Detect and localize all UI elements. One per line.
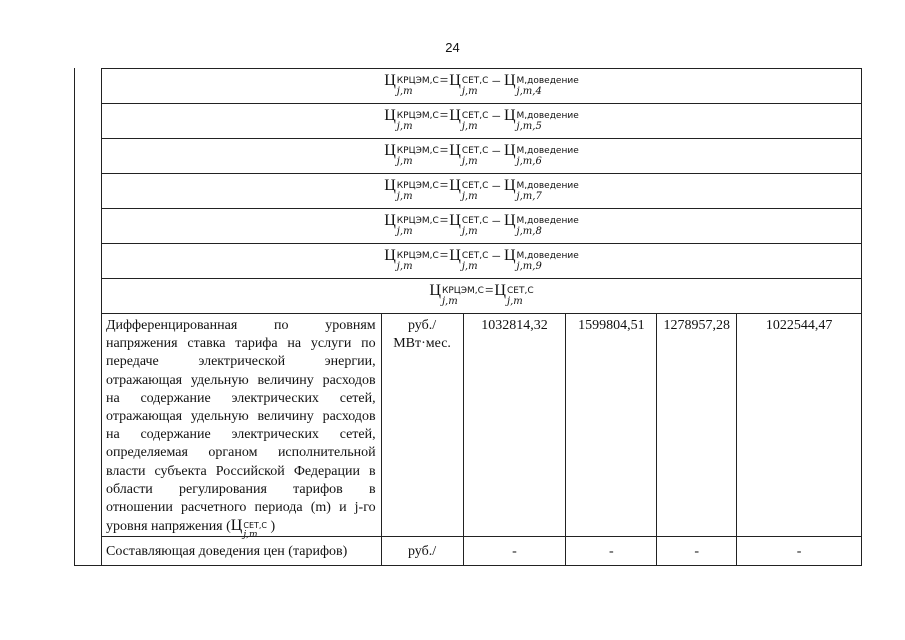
formula-lhs bbox=[384, 73, 439, 99]
formula-equals: = bbox=[439, 108, 449, 124]
formula-equals: = bbox=[484, 283, 494, 299]
formula-rhs-symbol: Ц bbox=[503, 177, 516, 194]
formula-mid bbox=[449, 73, 488, 99]
formula-lhs-symbol: Ц bbox=[384, 212, 396, 229]
component-value-2: - bbox=[566, 537, 657, 565]
formula-lhs-superscript: КРЦЭМ,C bbox=[441, 286, 484, 296]
formula-lhs-superscript: КРЦЭМ,C bbox=[396, 181, 439, 191]
formula-rhs-superscript: М,доведение bbox=[516, 146, 579, 156]
formula-mid-superscript: СЕТ,C bbox=[461, 146, 489, 156]
formula-lhs bbox=[384, 178, 439, 204]
formula-row bbox=[102, 243, 862, 278]
component-description: Составляющая доведения цен (тарифов) bbox=[102, 537, 382, 565]
formula-rhs-symbol: Ц bbox=[503, 107, 516, 124]
formula-row bbox=[102, 138, 862, 173]
formula bbox=[384, 143, 579, 169]
formula-rhs bbox=[504, 213, 579, 239]
formula-lhs-superscript: КРЦЭМ,C bbox=[396, 76, 439, 86]
formula-lhs-subscript: j,m bbox=[396, 191, 413, 202]
formula-rhs-symbol: Ц bbox=[503, 72, 516, 89]
formula-lhs-superscript: КРЦЭМ,C bbox=[396, 251, 439, 261]
rate-value-4: 1022544,47 bbox=[765, 318, 833, 333]
formula-mid-symbol: Ц bbox=[449, 212, 461, 229]
formula-lhs-subscript: j,m bbox=[396, 261, 413, 272]
formula-rhs bbox=[504, 108, 579, 134]
component-value-1: - bbox=[464, 537, 567, 565]
formula-lhs bbox=[384, 143, 439, 169]
formula-rhs-superscript: М,доведение bbox=[516, 76, 579, 86]
formula-mid bbox=[449, 108, 488, 134]
formula-equals: = bbox=[439, 73, 449, 89]
rate-row bbox=[102, 313, 862, 541]
component-row bbox=[102, 536, 862, 566]
formula-row bbox=[102, 208, 862, 243]
formula-mid-subscript: j,m bbox=[461, 121, 478, 132]
formula-row bbox=[102, 173, 862, 208]
table-left-column bbox=[74, 68, 102, 566]
formula-mid bbox=[449, 248, 488, 274]
formula-lhs-symbol: Ц bbox=[384, 72, 396, 89]
formula-minus: – bbox=[492, 73, 500, 89]
formula bbox=[384, 248, 579, 274]
rate-symbol-base: Ц bbox=[230, 517, 243, 535]
formula-mid-symbol: Ц bbox=[494, 282, 506, 299]
formula-rhs-subscript: j,m,7 bbox=[516, 191, 542, 202]
formula-lhs-symbol: Ц bbox=[384, 142, 396, 159]
formula-rhs-subscript: j,m,5 bbox=[516, 121, 542, 132]
formula-mid-superscript: СЕТ,C bbox=[461, 76, 489, 86]
formula-mid-symbol: Ц bbox=[449, 247, 461, 264]
formula-minus: – bbox=[492, 143, 500, 159]
formula-mid-superscript: СЕТ,C bbox=[461, 111, 489, 121]
formula-mid-symbol: Ц bbox=[449, 177, 461, 194]
formula bbox=[384, 108, 579, 134]
formula-lhs-subscript: j,m bbox=[396, 86, 413, 97]
formula bbox=[384, 213, 579, 239]
formula-equals: = bbox=[439, 248, 449, 264]
rate-description-text: Дифференцированная по уровням напряжения ставка тарифа на услуги по передаче электрической энергии, отражающая удельную величину расходов на содержание электрических сетей, отражающая удельную величину расходов на содержание электрических сетей, определяемая органом исполнительной власти субъекта Российской Федерации в области регулирования тарифов в отношении расчетного периода (m) и j-го уровня напряжения ( bbox=[106, 318, 376, 535]
component-unit: руб./ bbox=[382, 537, 464, 565]
component-value-3: - bbox=[657, 537, 737, 565]
formula-minus: – bbox=[492, 248, 500, 264]
formula-mid-symbol: Ц bbox=[449, 72, 461, 89]
formula-mid bbox=[449, 213, 488, 239]
formula-minus: – bbox=[492, 213, 500, 229]
formula-lhs-symbol: Ц bbox=[384, 177, 396, 194]
formula-mid-subscript: j,m bbox=[506, 296, 523, 307]
formula-equals: = bbox=[439, 213, 449, 229]
formula-rhs-superscript: М,доведение bbox=[516, 251, 579, 261]
formula-rhs-superscript: М,доведение bbox=[516, 216, 579, 226]
formula bbox=[429, 283, 533, 309]
formula-rhs bbox=[504, 178, 579, 204]
rate-description-close: ) bbox=[270, 519, 276, 535]
formula-mid-subscript: j,m bbox=[461, 86, 478, 97]
formula-rhs bbox=[504, 73, 579, 99]
formula-lhs-subscript: j,m bbox=[396, 121, 413, 132]
formula-mid bbox=[449, 178, 488, 204]
formula-mid-subscript: j,m bbox=[461, 226, 478, 237]
page-number: 24 bbox=[445, 40, 460, 55]
formula-mid-symbol: Ц bbox=[449, 107, 461, 124]
rate-description bbox=[102, 314, 382, 541]
formula-lhs bbox=[384, 213, 439, 239]
formula-row bbox=[102, 68, 862, 103]
formula-mid-superscript: СЕТ,C bbox=[461, 216, 489, 226]
formula-lhs-subscript: j,m bbox=[396, 226, 413, 237]
formula-equals: = bbox=[439, 178, 449, 194]
formula-rhs-subscript: j,m,9 bbox=[516, 261, 542, 272]
formula-lhs bbox=[384, 248, 439, 274]
component-value-4: - bbox=[796, 544, 802, 559]
formula-rhs-superscript: М,доведение bbox=[516, 181, 579, 191]
formula-minus: – bbox=[492, 178, 500, 194]
formula-lhs bbox=[429, 283, 484, 309]
formula-rhs bbox=[504, 248, 579, 274]
formula-lhs-symbol: Ц bbox=[384, 247, 396, 264]
formula-rhs-subscript: j,m,6 bbox=[516, 156, 542, 167]
formula-mid bbox=[494, 283, 533, 309]
formula-rhs-subscript: j,m,8 bbox=[516, 226, 542, 237]
formula bbox=[384, 178, 579, 204]
tariff-table bbox=[74, 68, 862, 566]
rate-unit: руб./ МВт·мес. bbox=[382, 314, 464, 536]
rate-value-2: 1599804,51 bbox=[566, 314, 657, 536]
formula-equals: = bbox=[439, 143, 449, 159]
formula-mid-superscript: СЕТ,C bbox=[506, 286, 534, 296]
formula-lhs-subscript: j,m bbox=[396, 156, 413, 167]
formula-rhs-symbol: Ц bbox=[503, 247, 516, 264]
rate-value-3: 1278957,28 bbox=[657, 314, 737, 536]
formula-lhs-symbol: Ц bbox=[429, 282, 441, 299]
formula-lhs-symbol: Ц bbox=[384, 107, 396, 124]
formula-lhs-subscript: j,m bbox=[441, 296, 458, 307]
formula-minus: – bbox=[492, 108, 500, 124]
rate-symbol-sup: СЕТ,C bbox=[243, 521, 268, 531]
formula-lhs-superscript: КРЦЭМ,C bbox=[396, 216, 439, 226]
formula-rhs-subscript: j,m,4 bbox=[516, 86, 542, 97]
formula bbox=[384, 73, 579, 99]
formula-lhs bbox=[384, 108, 439, 134]
formula-row bbox=[102, 278, 862, 313]
rate-symbol-sub: j,m bbox=[243, 530, 258, 541]
formula-lhs-superscript: КРЦЭМ,C bbox=[396, 146, 439, 156]
rate-value-1: 1032814,32 bbox=[464, 314, 567, 536]
formula-mid-symbol: Ц bbox=[449, 142, 461, 159]
formula-mid-subscript: j,m bbox=[461, 156, 478, 167]
formula-rhs bbox=[504, 143, 579, 169]
formula-mid-superscript: СЕТ,C bbox=[461, 251, 489, 261]
formula-mid bbox=[449, 143, 488, 169]
formula-mid-subscript: j,m bbox=[461, 191, 478, 202]
formula-rhs-symbol: Ц bbox=[503, 142, 516, 159]
formula-row bbox=[102, 103, 862, 138]
formula-mid-superscript: СЕТ,C bbox=[461, 181, 489, 191]
formula-rhs-superscript: М,доведение bbox=[516, 111, 579, 121]
formula-mid-subscript: j,m bbox=[461, 261, 478, 272]
formula-lhs-superscript: КРЦЭМ,C bbox=[396, 111, 439, 121]
formula-rhs-symbol: Ц bbox=[503, 212, 516, 229]
